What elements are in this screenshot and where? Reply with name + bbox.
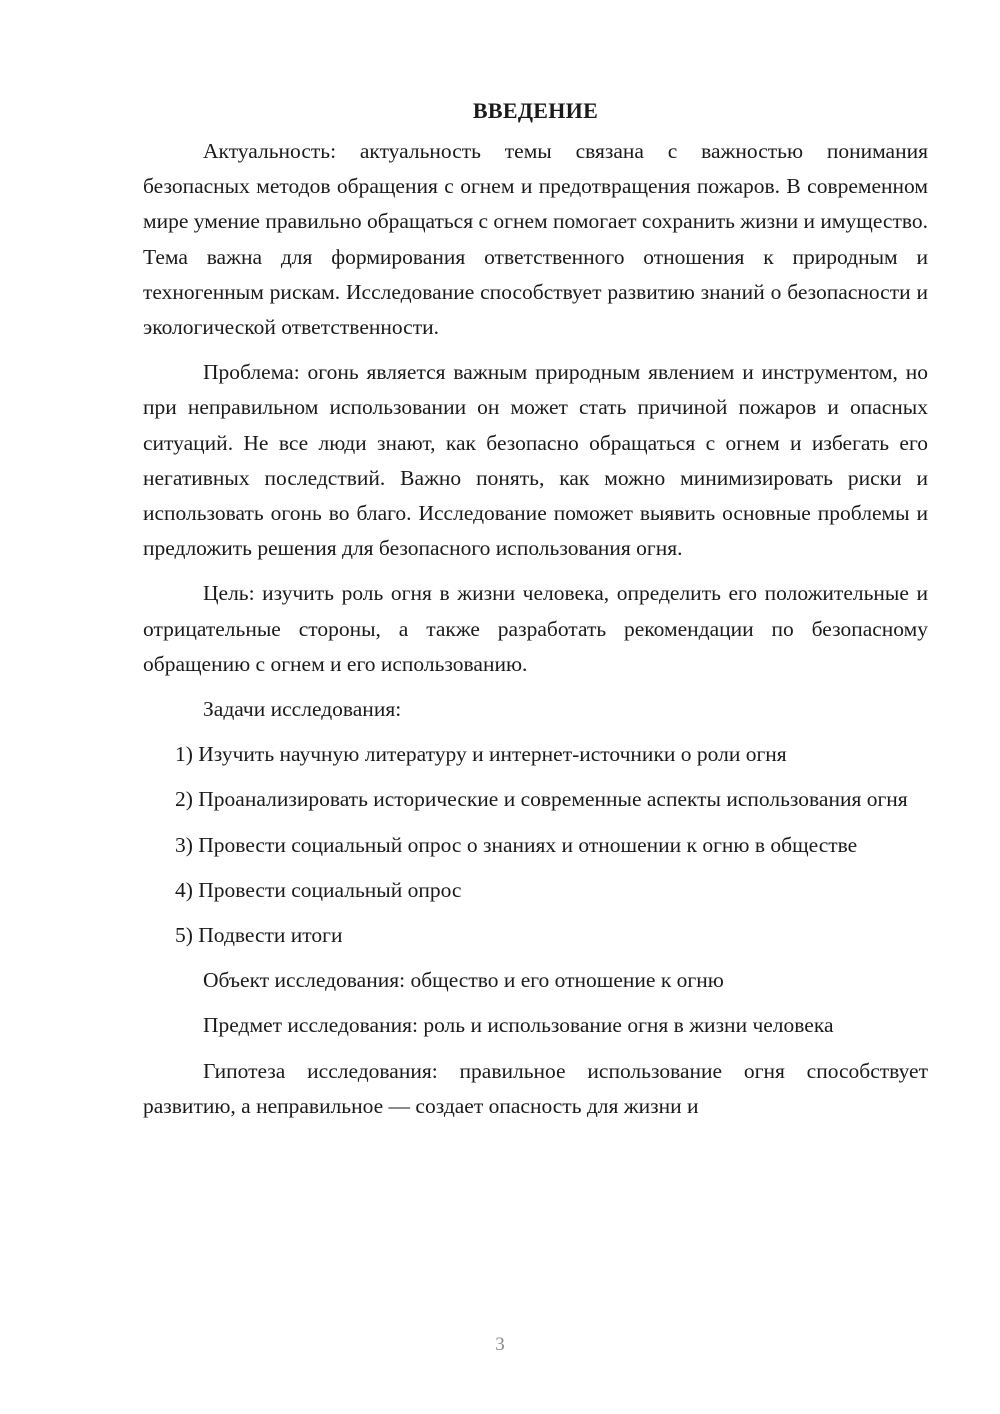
task-item: 3) Провести социальный опрос о знаниях и отношении к огню в обществе	[175, 832, 858, 857]
object-paragraph: Объект исследования: общество и его отношение к огню	[203, 968, 724, 993]
page-number: 3	[495, 1334, 505, 1355]
goal-paragraph: Цель: изучить роль огня в жизни человека, определить его положительные и отрицательные стороны, а также разработать рекомендации по безопасному обращению с огнем и его использованию.	[143, 581, 928, 676]
document-page	[143, 96, 928, 1134]
task-item: 4) Провести социальный опрос	[175, 877, 462, 902]
hypothesis-paragraph: Гипотеза исследования: правильное использование огня способствует развитию, а неправильное — создает опасность для жизни и	[143, 1058, 928, 1118]
task-item: 5) Подвести итоги	[175, 923, 343, 948]
problem-paragraph: Проблема: огонь является важным природным явлением и инструментом, но при неправильном использовании он может стать причиной пожаров и опасных ситуаций. Не все люди знают, как безопасно обращаться с огнем и избегать его негативных последствий. Важно понять, как можно минимизировать риски и использовать огонь во благо. Исследование поможет выявить основные проблемы и предложить решения для безопасного использования огня.	[143, 360, 928, 561]
section-title: ВВЕДЕНИЕ	[472, 98, 599, 123]
task-item: 1) Изучить научную литературу и интернет-источники о роли огня	[175, 742, 787, 767]
relevance-paragraph: Актуальность: актуальность темы связана с важностью понимания безопасных методов обращения с огнем и предотвращения пожаров. В современном мире умение правильно обращаться с огнем помогает сохранить жизни и имущество. Тема важна для формирования ответственного отношения к природным и техногенным рискам. Исследование способствует развитию знаний о безопасности и экологической ответственности.	[143, 139, 928, 340]
tasks-heading: Задачи исследования:	[203, 697, 402, 722]
task-item: 2) Проанализировать исторические и современные аспекты использования огня	[175, 787, 908, 812]
subject-paragraph: Предмет исследования: роль и использование огня в жизни человека	[203, 1013, 834, 1038]
